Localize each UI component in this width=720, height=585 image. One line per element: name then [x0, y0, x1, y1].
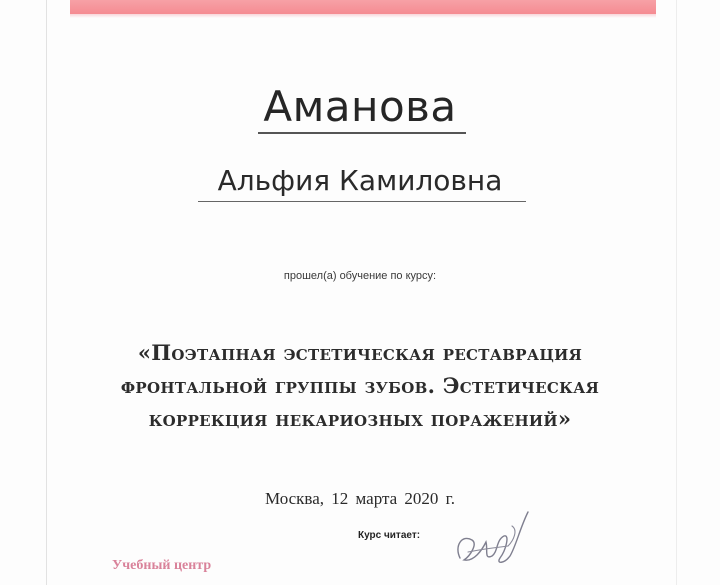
surname-underline: [258, 132, 466, 134]
course-title: [80, 336, 640, 435]
recipient-surname: Аманова: [263, 82, 457, 131]
course-title-line-1: «Поэтапная эстетическая реставрация: [137, 340, 583, 365]
top-decorative-band: [70, 0, 656, 14]
training-center-label: Учебный центр: [112, 558, 212, 573]
lecturer-label: Курс читает:: [358, 530, 421, 541]
course-title-line-2: фронтальной группы зубов. Эстетическая: [120, 373, 600, 398]
top-band-shadow: [70, 14, 656, 18]
place-and-date: Москва, 12 марта 2020 г.: [265, 489, 455, 508]
signature-icon: [448, 506, 538, 576]
completed-course-text: прошел(а) обучение по курсу:: [283, 270, 437, 282]
course-title-line-3: коррекция некариозных поражений»: [148, 406, 572, 431]
recipient-given-names: Альфия Камиловна: [217, 164, 503, 197]
given-names-underline: [198, 201, 526, 202]
